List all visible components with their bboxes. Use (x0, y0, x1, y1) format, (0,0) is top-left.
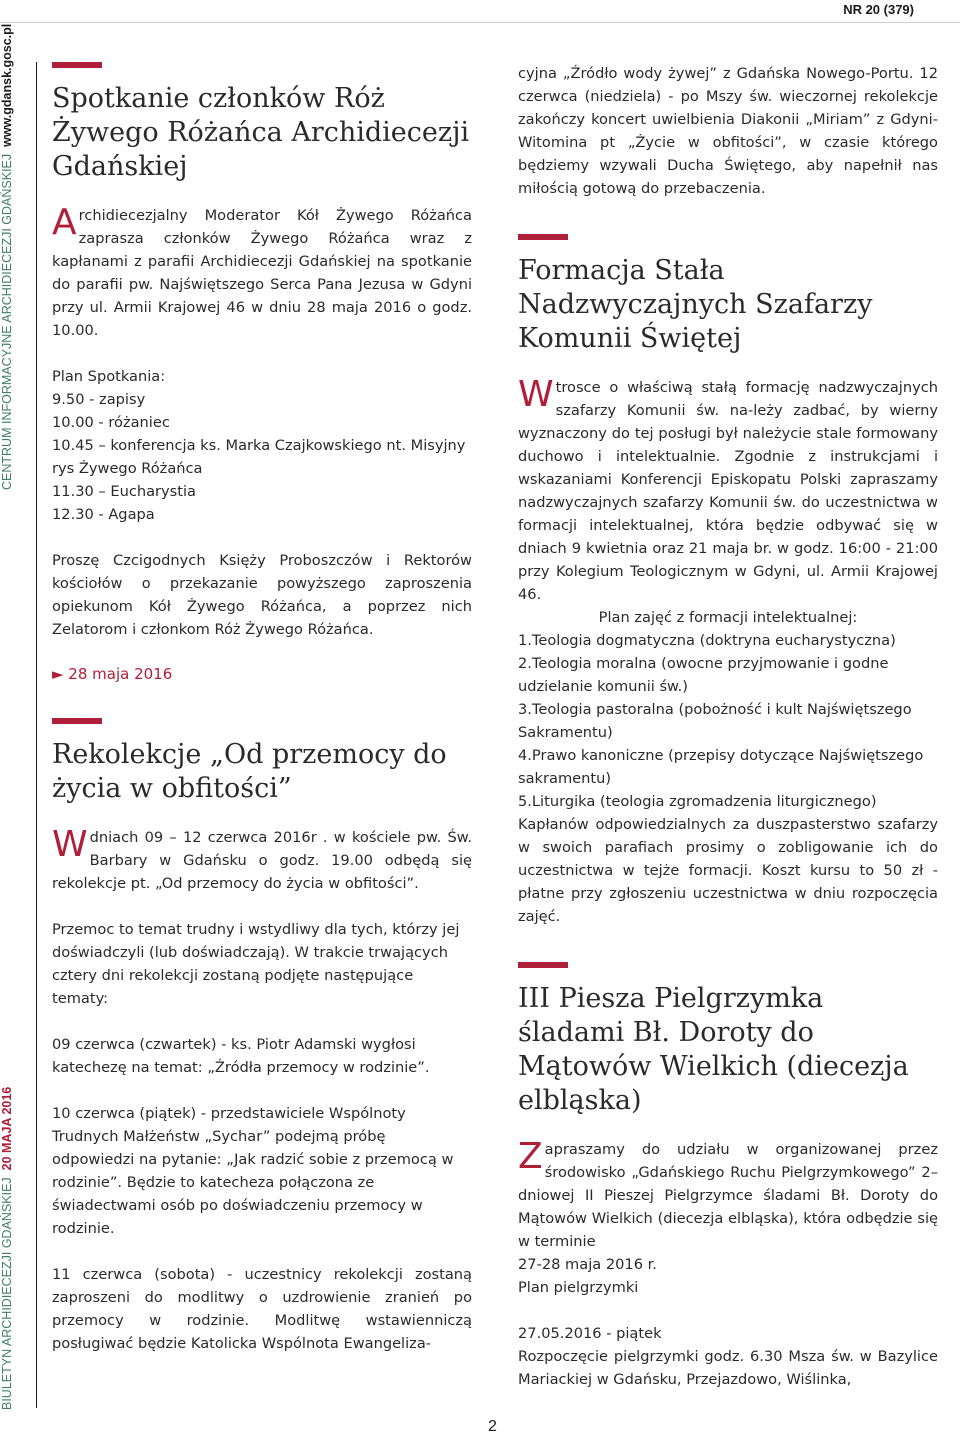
pilgrimage-plan-title: Plan pielgrzymki (518, 1279, 639, 1296)
plan-item: 12.30 - Agapa (52, 506, 155, 523)
side-label-date: 20 MAJA 2016 (0, 1086, 14, 1171)
article-paragraph: Kapłanów odpowiedzialnych za duszpasterstwo szafarzy w swoich parafiach prosimy o zobligowanie ich do uczestnictwa w tejże formacji. Koszt kursu to 50 zł - płatne przy zgłoszeniu uczestnictwa w dniu rozpoczęcia zajęć. (518, 816, 938, 925)
drop-cap: A (52, 202, 77, 243)
article-intro-rosary: Archidiecezjalny Moderator Kół Żywego Różańca zaprasza członków Żywego Różańca wraz z kapłanami z parafii Archidiecezji Gdańskiej na spotkanie do parafii pw. Najświętszego Serca Pana Jezusa w Gdyni przy ul. Armii Krajowej 46 w dniu 28 maja 2016 o godz. 10.00. (52, 202, 472, 339)
article-title-retreat: Rekolekcje „Od przemocy do życia w obfitości” (52, 739, 447, 804)
side-label-top (0, 23, 24, 490)
section-marker (518, 234, 568, 240)
plan-item: 5.Liturgika (teologia zgromadzenia liturgicznego) (518, 793, 877, 810)
side-divider (36, 62, 37, 1408)
plan-title: Plan Spotkania: (52, 368, 166, 385)
side-label-bottom-text: BIULETYN ARCHIDIECEZJI GDAŃSKIEJ (0, 1177, 14, 1410)
side-label-url[interactable]: www.gdansk.gosc.pl (0, 23, 14, 147)
drop-cap: Z (518, 1136, 543, 1177)
article-paragraph: 11 czerwca (sobota) - uczestnicy rekolekcji zostaną zaproszeni do modlitwy o uzdrowienie zranień po przemocy w rodzinie. Modlitwę wstawienniczą posługiwać będzie Katolicka Wspólnota Ewangeliza- (52, 1266, 472, 1352)
event-date: ► 28 maja 2016 (52, 665, 173, 683)
article-intro-formation: Wtrosce o właściwą stałą formację nadzwyczajnych szafarzy Komunii św. na-leży zadbać, by wierny wyznaczony do tej posługi był należycie stale formowany duchowo i intelektualnie. Zgodnie z instrukcjami i wskazaniami Konferencji Episkopatu Polski zapraszamy nadzwyczajnych szafarzy Komunii św. do uczestnictwa w formacji intelektualnej, która będzie odbywać się w dniach 9 kwietnia oraz 21 maja br. w godz. 16:00 - 21:00 przy Kolegium Teologicznym w Gdyni, ul. Armii Krajowej 46. (518, 374, 938, 603)
plan-item: 10.00 - różaniec (52, 414, 170, 431)
section-marker (52, 718, 102, 724)
section-marker (52, 62, 102, 68)
article-paragraph: 09 czerwca (czwartek) - ks. Piotr Adamski wygłosi katechezę na temat: „Źródła przemocy w rodzinie”. (52, 1036, 430, 1076)
drop-cap: W (518, 374, 554, 415)
article-title-pilgrimage: III Piesza Pielgrzymka śladami Bł. Doroty do Mątowów Wielkich (diecezja elbląska) (518, 983, 909, 1116)
plan-item: 2.Teologia moralna (owocne przyjmowanie i godne udzielanie komunii św.) (518, 655, 889, 695)
header-divider (0, 22, 960, 23)
article-continuation: cyjna „Źródło wody żywej” z Gdańska Nowego-Portu. 12 czerwca (niedziela) - po Mszy św. wieczornej rekolekcje zakończy koncert uwielbienia Diakonii „Miriam” z Gdyni-Witomina pt „Życie w obfitości”, w czasie którego będziemy wzywali Ducha Świętego, aby napełnił nas miłością gotową do przebaczenia. (518, 65, 938, 197)
pilgrimage-dates: 27-28 maja 2016 r. (518, 1256, 657, 1273)
plan-item: 11.30 – Eucharystia (52, 483, 196, 500)
article-title-rosary: Spotkanie członków Róż Żywego Różańca Archidiecezji Gdańskiej (52, 83, 470, 182)
article-paragraph: Przemoc to temat trudny i wstydliwy dla tych, którzy jej doświadczyli (lub doświadczają). W trakcie trwających cztery dni rekolekcji zostaną podjęte następujące tematy: (52, 921, 460, 1007)
pilgrimage-day: 27.05.2016 - piątek (518, 1325, 662, 1342)
article-intro-pilgrimage: Zapraszamy do udziału w organizowanej przez środowisko „Gdańskiego Ruchu Pielgrzymkowego” 2–dniowej II Pieszej Pielgrzymce śladami Bł. Doroty do Mątowów Wielkich (diecezja elbląska), która odbędzie się w terminie (518, 1136, 938, 1250)
pilgrimage-day-text: Rozpoczęcie pielgrzymki godz. 6.30 Msza św. w Bazylice Mariackiej w Gdańsku, Przejazdowo, Wiślinka, (518, 1348, 938, 1388)
plan-item: 3.Teologia pastoralna (pobożność i kult Najświętszego Sakramentu) (518, 701, 912, 741)
drop-cap: W (52, 824, 88, 865)
plan-item: 4.Prawo kanoniczne (przepisy dotyczące Najświętszego sakramentu) (518, 747, 924, 787)
plan-item: 1.Teologia dogmatyczna (doktryna eucharystyczna) (518, 632, 896, 649)
right-column (518, 62, 938, 1391)
article-title-formation: Formacja Stała Nadzwyczajnych Szafarzy Komunii Świętej (518, 255, 873, 354)
section-marker (518, 962, 568, 968)
left-column (52, 62, 472, 1355)
article-intro-retreat: Wdniach 09 – 12 czerwca 2016r . w kościele pw. Św. Barbary w Gdańsku o godz. 19.00 odbędą się rekolekcje pt. „Od przemocy do życia w obfitości”. (52, 824, 472, 892)
article-paragraph: 10 czerwca (piątek) - przedstawiciele Wspólnoty Trudnych Małżeństw „Sychar” podejmą próbę odpowiedzi na pytanie: „Jak radzić sobie z przemocą w rodzinie”. Będzie to katecheza połączona ze świadectwami osób po doświadczeniu przemocy w rodzinie. (52, 1105, 454, 1237)
plan-title: Plan zajęć z formacji intelektualnej: (598, 609, 858, 626)
article-request: Proszę Czcigodnych Księży Proboszczów i Rektorów kościołów o przekazanie powyższego zaproszenia opiekunom Kół Żywego Różańca, a poprzez nich Zelatorom i członkom Róż Żywego Różańca. (52, 552, 472, 638)
side-label-bottom (0, 1070, 24, 1410)
issue-number: NR 20 (379) (843, 2, 914, 17)
page-number: 2 (488, 1418, 497, 1435)
plan-item: 10.45 – konferencja ks. Marka Czajkowskiego nt. Misyjny rys Żywego Różańca (52, 437, 466, 477)
side-label-top-text: CENTRUM INFORMACYJNE ARCHIDIECEZJI GDAŃSKIEJ (0, 153, 14, 490)
plan-item: 9.50 - zapisy (52, 391, 146, 408)
